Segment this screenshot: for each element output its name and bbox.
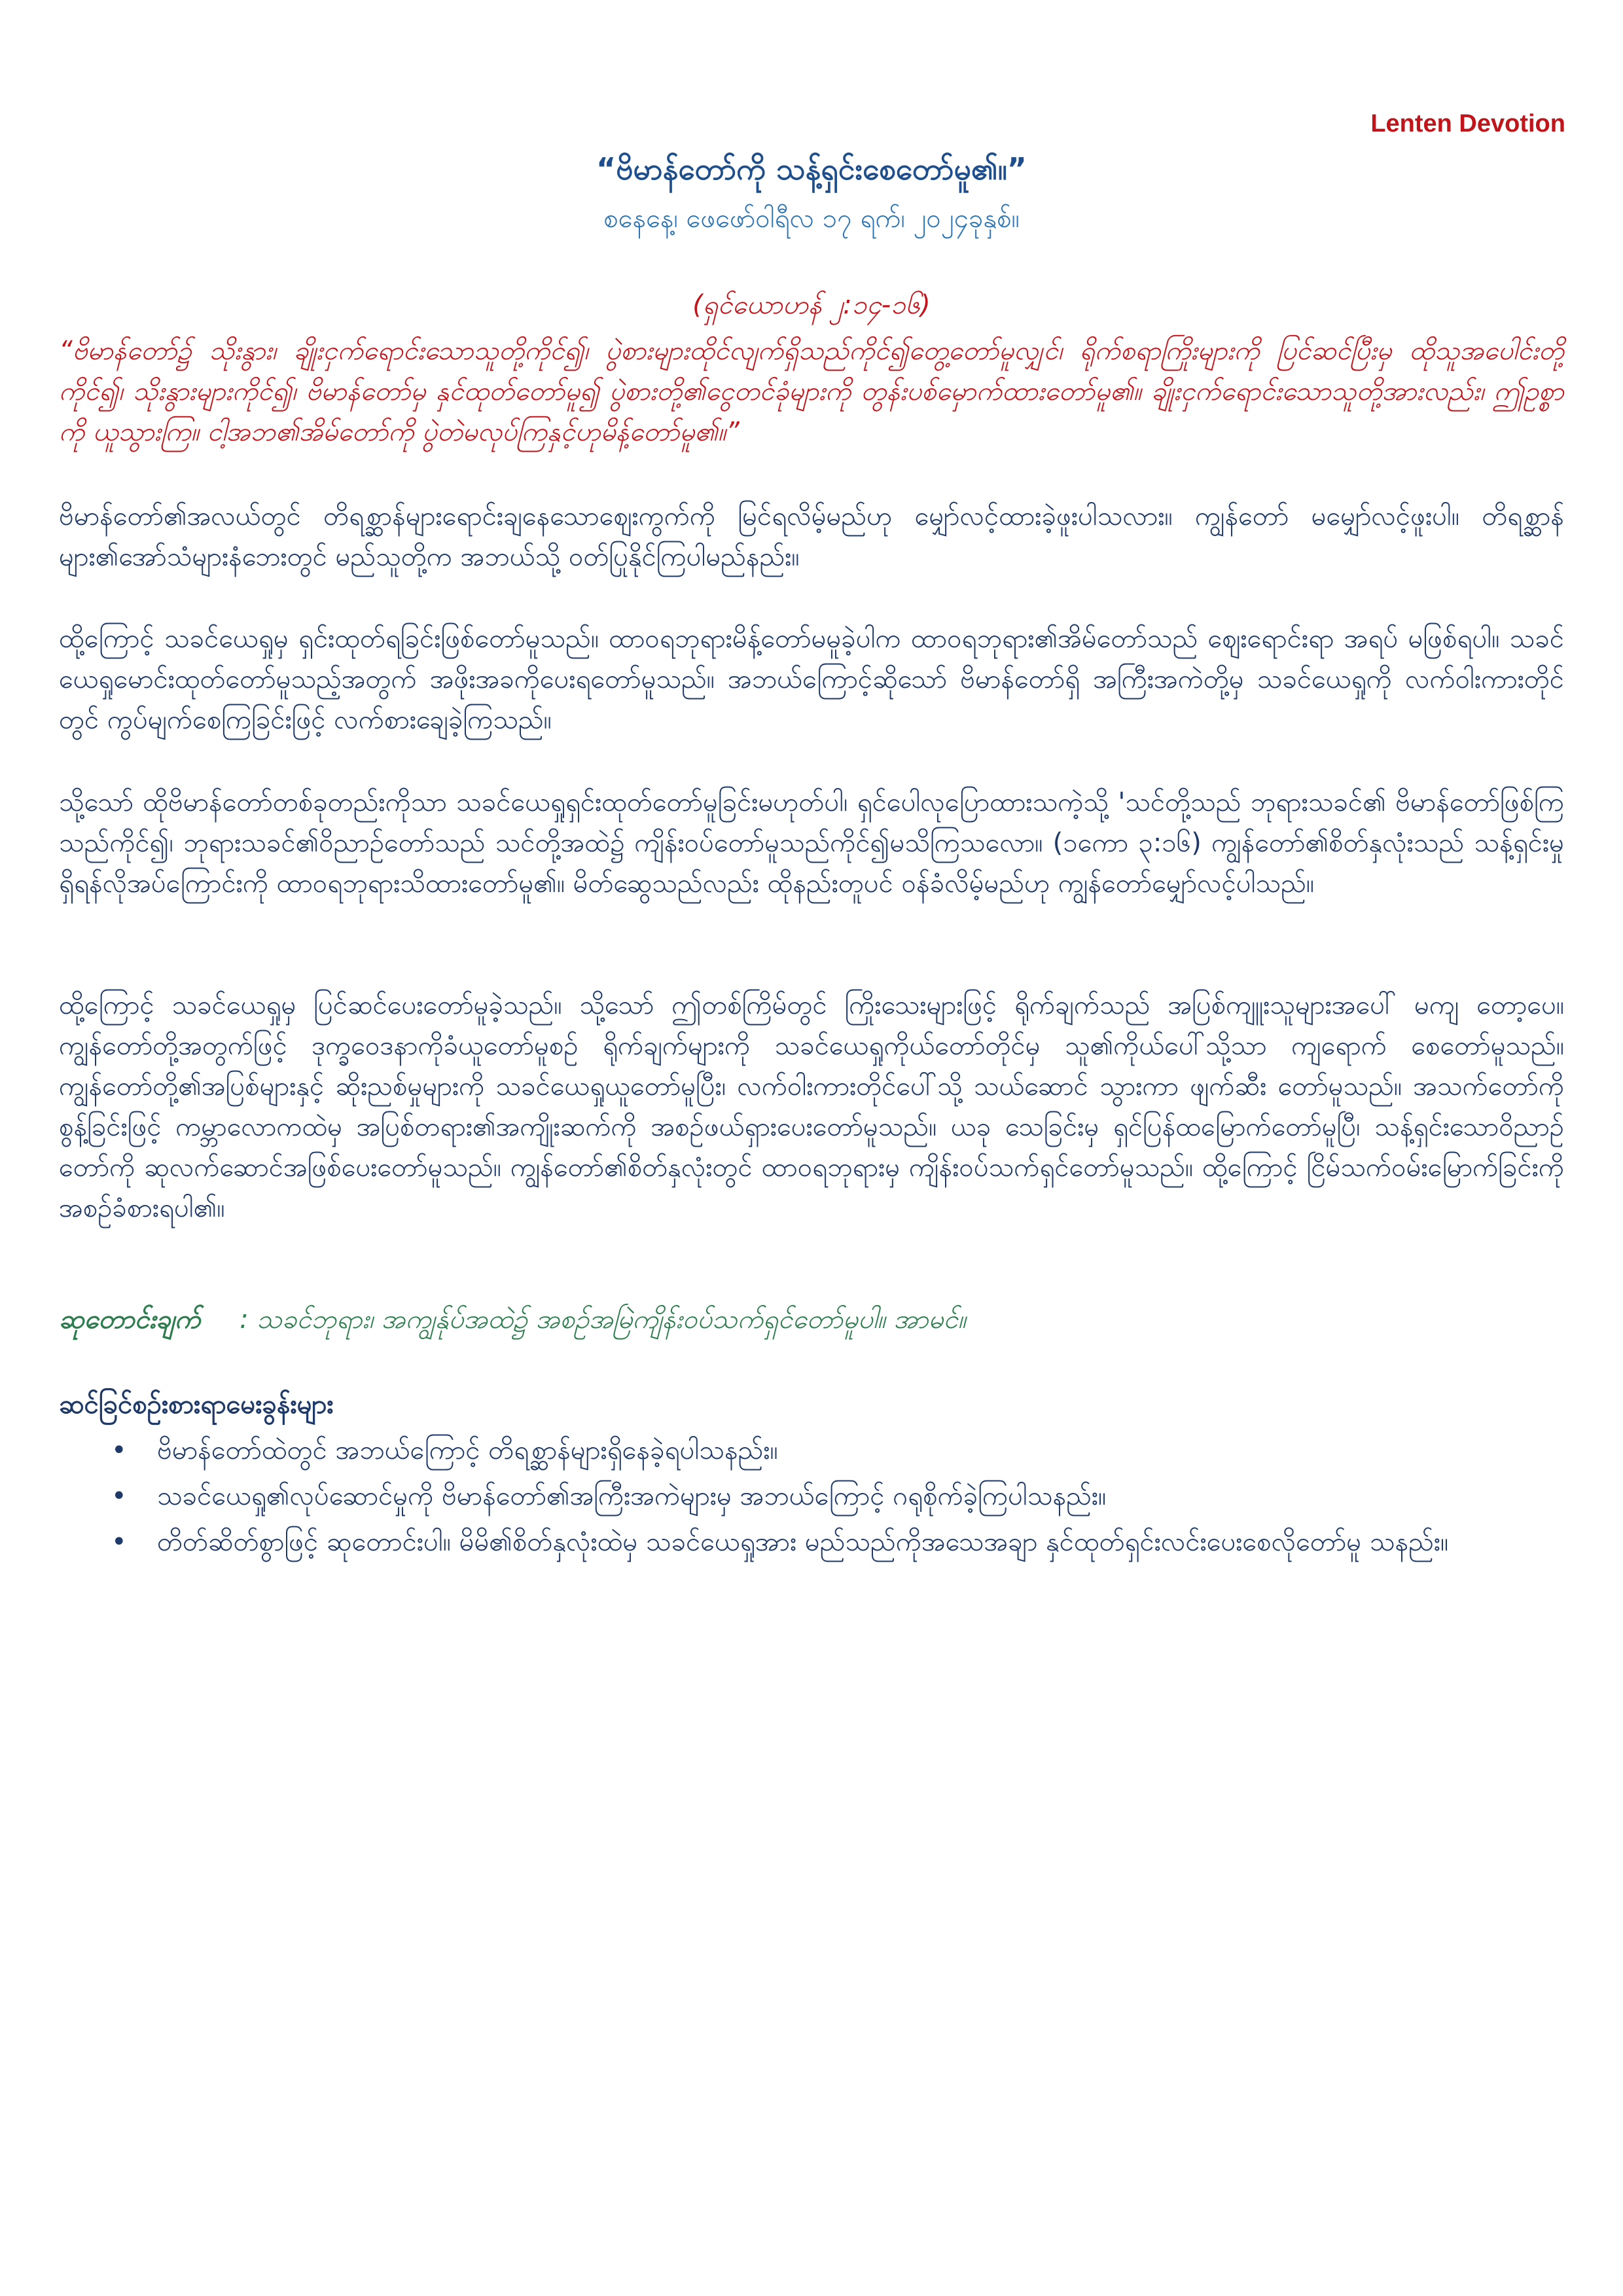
question-item	[111, 1476, 1564, 1516]
body-paragraph: ထို့ကြောင့် သခင်ယေရှုမှ ရှင်းထုတ်ရခြင်းဖြစ်တော်မူသည်။ ထာဝရဘုရားမိန့်တော်မမူခဲ့ပါက ထာဝရဘုရား၏အိမ်တော်သည် ဈေးရောင်းရာ အရပ် မဖြစ်ရပါ။ သခင်ယေရှုမောင်းထုတ်တော်မူသည့်အတွက် အဖိုးအခကိုပေးရတော်မူသည်။ အဘယ်ကြောင့်ဆိုသော် ဗိမာန်တော်ရှိ အကြီးအကဲတို့မှ သခင်ယေရှုကို လက်ဝါးကားတိုင်တွင် ကွပ်မျက်စေကြခြင်းဖြင့် လက်စားချေခဲ့ကြသည်။	[59, 624, 1564, 735]
question-item	[111, 1430, 1564, 1471]
question-text: တိတ်ဆိတ်စွာဖြင့် ဆုတောင်းပါ။ မိမိ၏စိတ်နှလုံးထဲမှ သခင်ယေရှုအား မည်သည်ကိုအသေအချာ နှင်ထုတ်ရှင်းလင်းပေးစေလိုတော်မူ သနည်း။	[157, 1527, 1449, 1557]
body-paragraph: ထို့ကြောင့် သခင်ယေရှုမှ ပြင်ဆင်ပေးတော်မူခဲ့သည်။ သို့သော် ဤတစ်ကြိမ်တွင် ကြိုးသေးများဖြင့် ရိုက်ချက်သည် အပြစ်ကျူးသူများအပေါ် မကျ တော့ပေ။ ကျွန်တော်တို့အတွက်ဖြင့် ဒုက္ခဝေဒနာကိုခံယူတော်မူစဉ် ရိုက်ချက်များကို သခင်ယေရှုကိုယ်တော်တိုင်မှ သူ၏ကိုယ်ပေါ်သို့သာ ကျရောက် စေတော်မူသည်။ ကျွန်တော်တို့၏အပြစ်များနှင့် ဆိုးညစ်မှုများကို သခင်ယေရှုယူတော်မူပြီး၊ လက်ဝါးကားတိုင်ပေါ်သို့ သယ်ဆောင် သွားကာ ဖျက်ဆီး တော်မူသည်။ အသက်တော်ကိုစွန့်ခြင်းဖြင့် ကမ္ဘာလောကထဲမှ အပြစ်တရား၏အကျိုးဆက်ကို အစဉ်ဖယ်ရှားပေးတော်မူသည်။ ယခု သေခြင်းမှ ရှင်ပြန်ထမြောက်တော်မူပြီ၊ သန့်ရှင်းသောဝိညာဉ်တော်ကို ဆုလက်ဆောင်အဖြစ်ပေးတော်မူသည်။ ကျွန်တော်၏စိတ်နှလုံးတွင် ထာဝရဘုရားမှ ကျိန်းဝပ်သက်ရှင်တော်မူသည်။ ထို့ကြောင့် ငြိမ်သက်ဝမ်းမြောက်ခြင်းကို အစဉ်ခံစားရပါ၏။	[59, 990, 1564, 1223]
devotion-date: စနေနေ့၊ ဖေဖော်ဝါရီလ ၁၇ ရက်၊ ၂၀၂၄ခုနှစ်။	[603, 204, 1020, 234]
scripture-reference: (ရှင်ယောဟန် ၂:၁၄-၁၆)	[692, 290, 931, 320]
question-item	[111, 1522, 1564, 1562]
questions-list	[111, 1430, 1564, 1568]
prayer-label: ဆုတောင်းချက်	[59, 1304, 201, 1335]
questions-title: ဆင်ခြင်စဉ်းစားရာမေးခွန်းများ	[59, 1390, 334, 1420]
body-paragraph: သို့သော် ထိုဗိမာန်တော်တစ်ခုတည်းကိုသာ သခင်ယေရှုရှင်းထုတ်တော်မူခြင်းမဟုတ်ပါ၊ ရှင်ပေါလုပြောထားသကဲ့သို့ 'သင်တို့သည် ဘုရားသခင်၏ ဗိမာန်တော်ဖြစ်ကြသည်ကိုင်၍၊ ဘုရားသခင်၏ဝိညာဉ်တော်သည် သင်တို့အထဲ၌ ကျိန်းဝပ်တော်မူသည်ကိုင်၍မသိကြသလော။ (၁ကော ၃:၁၆) ကျွန်တော်၏စိတ်နှလုံးသည် သန့်ရှင်းမှုရှိရန်လိုအပ်ကြောင်းကို ထာဝရဘုရားသိထားတော်မူ၏။ မိတ်ဆွေသည်လည်း ထိုနည်းတူပင် ဝန်ခံလိမ့်မည်ဟု ကျွန်တော်မျှော်လင့်ပါသည်။	[59, 787, 1564, 899]
body-paragraph: ဗိမာန်တော်၏အလယ်တွင် တိရစ္ဆာန်များရောင်းချနေသောဈေးကွက်ကို မြင်ရလိမ့်မည်ဟု မျှော်လင့်ထားခဲ့ဖူးပါသလား။ ကျွန်တော် မမျှော်လင့်ဖူးပါ။ တိရစ္ဆာန်များ၏အော်သံများနံဘေးတွင် မည်သူတို့က အဘယ်သို့ ဝတ်ပြုနိုင်ကြပါမည်နည်း။	[59, 501, 1564, 572]
prayer-text: : သခင်ဘုရား၊ အကျွန်ုပ်အထဲ၌ အစဉ်အမြဲကျိန်းဝပ်သက်ရှင်တော်မူပါ။ အာမင်။	[240, 1304, 966, 1335]
bullet-icon: •	[111, 1527, 127, 1557]
scripture-text: “ဗိမာန်တော်၌ သိုးနွား၊ ချိုးငှက်ရောင်းသောသူတို့ကိုင်၍၊ ပွဲစားများထိုင်လျက်ရှိသည်ကိုင်၍တွေ့တော်မူလျှင်၊ ရိုက်စရာကြိုးများကို ပြင်ဆင်ပြီးမှ ထိုသူအပေါင်းတို့ကိုင်၍၊ သိုးနွားများကိုင်၍၊ ဗိမာန်တော်မှ နှင်ထုတ်တော်မူ၍ ပွဲစားတို့၏ငွေတင်ခုံများကို တွန်းပစ်မှောက်ထားတော်မူ၏။ ချိုးငှက်ရောင်းသောသူတို့အားလည်း၊ ဤဥစ္စာကို ယူသွားကြ။ ငါ့အဘ၏အိမ်တော်ကို ပွဲတဲမလုပ်ကြနှင့်ဟုမိန့်တော်မူ၏။”	[59, 336, 1564, 447]
bullet-icon: •	[111, 1481, 127, 1511]
question-text: ဗိမာန်တော်ထဲတွင် အဘယ်ကြောင့် တိရစ္ဆာန်များရှိနေခဲ့ရပါသနည်း။	[157, 1435, 778, 1465]
header-label: Lenten Devotion	[1370, 110, 1565, 137]
bullet-icon: •	[111, 1435, 127, 1465]
devotion-title: “ဗိမာန်တော်ကို သန့်ရှင်းစေတော်မူ၏။”	[596, 151, 1027, 187]
question-text: သခင်ယေရှု၏လုပ်ဆောင်မှုကို ဗိမာန်တော်၏အကြီးအကဲများမှ အဘယ်ကြောင့် ဂရုစိုက်ခဲ့ကြပါသနည်း။	[157, 1481, 1107, 1511]
prayer	[59, 1302, 1564, 1341]
